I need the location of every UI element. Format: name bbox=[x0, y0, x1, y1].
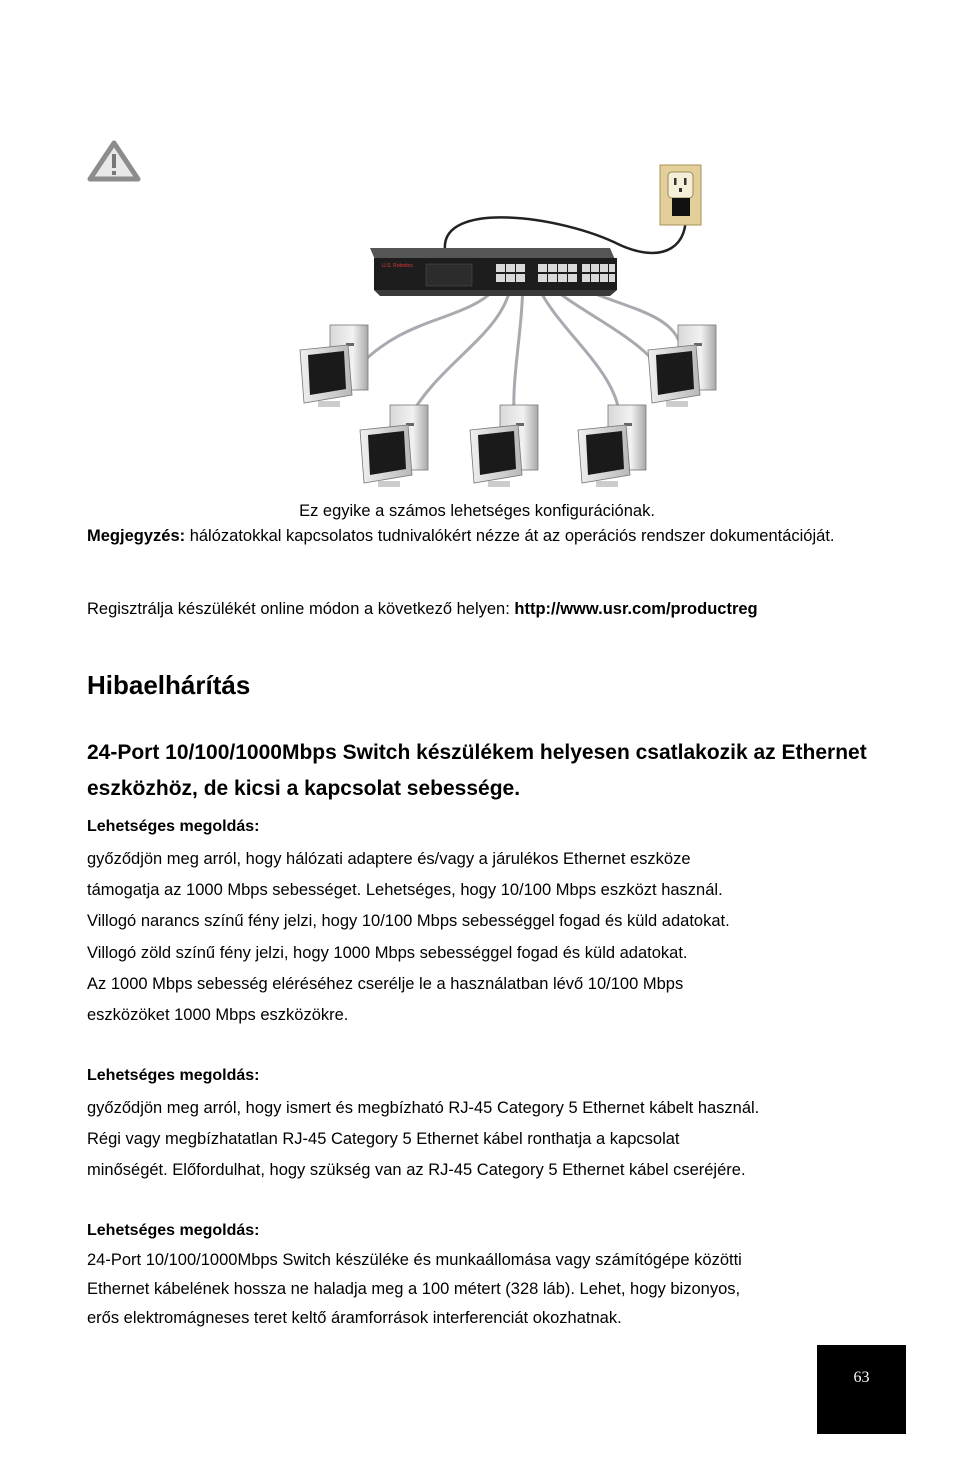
network-switch bbox=[370, 248, 617, 296]
solution-1-line: támogatja az 1000 Mbps sebességet. Lehetséges, hogy 10/100 Mbps eszközt használ. bbox=[87, 881, 723, 900]
solution-1-line: Villogó narancs színű fény jelzi, hogy 10/100 Mbps sebességgel fogad és küld adatokat. bbox=[87, 912, 730, 931]
register-text: Regisztrálja készülékét online módon a következő helyen: bbox=[87, 600, 515, 618]
solution-2-line: Régi vagy megbízhatatlan RJ-45 Category 5 Ethernet kábel ronthatja a kapcsolat bbox=[87, 1130, 680, 1148]
page-number: 63 bbox=[853, 1369, 870, 1386]
solution-3-body bbox=[87, 1246, 887, 1333]
computer-5 bbox=[648, 325, 716, 407]
network-diagram bbox=[290, 160, 730, 495]
solution-1-line: Villogó zöld színű fény jelzi, hogy 1000 Mbps sebességgel fogad és küld adatokat. bbox=[87, 943, 688, 962]
computer-4 bbox=[578, 405, 646, 487]
solution-2-label: Lehetséges megoldás: bbox=[87, 1067, 260, 1084]
solution-1-line: győződjön meg arról, hogy hálózati adaptere és/vagy a járulékos Ethernet eszköze bbox=[87, 850, 691, 868]
computer-1 bbox=[300, 325, 368, 407]
note-text: hálózatokkal kapcsolatos tudnivalókért nézze át az operációs rendszer dokumentációját. bbox=[185, 527, 835, 545]
solution-3-line: erős elektromágneses teret keltő áramforrások interferenciát okozhatnak. bbox=[87, 1309, 622, 1327]
svg-text:U.S. Robotics: U.S. Robotics bbox=[382, 263, 413, 269]
page-number-box bbox=[817, 1345, 906, 1434]
figure-caption: Ez egyike a számos lehetséges konfigurációnak. bbox=[299, 502, 655, 520]
solution-2-body bbox=[87, 1093, 887, 1186]
solution-3-label: Lehetséges megoldás: bbox=[87, 1222, 260, 1239]
computer-2 bbox=[360, 405, 428, 487]
problem-title: 24-Port 10/100/1000Mbps Switch készülékem helyesen csatlakozik az Ethernet eszközhöz, de kicsi a kapcsolat sebessége. bbox=[87, 741, 867, 800]
solution-1-line: Az 1000 Mbps sebesség eléréséhez cserélje le a használatban lévő 10/100 Mbps bbox=[87, 974, 684, 993]
warning-icon bbox=[87, 140, 141, 182]
solution-1-body bbox=[87, 844, 887, 1031]
computer-3 bbox=[470, 405, 538, 487]
solution-2-line: minőségét. Előfordulhat, hogy szükség van az RJ-45 Category 5 Ethernet kábel cseréjére. bbox=[87, 1161, 746, 1179]
solution-3-line: Ethernet kábelének hossza ne haladja meg a 100 métert (328 láb). Lehet, hogy bizonyos, bbox=[87, 1280, 741, 1298]
solution-2-line: győződjön meg arról, hogy ismert és megbízható RJ-45 Category 5 Ethernet kábelt használ. bbox=[87, 1099, 760, 1117]
register-paragraph bbox=[87, 597, 877, 621]
section-title: Hibaelhárítás bbox=[87, 670, 251, 700]
power-outlet bbox=[660, 165, 701, 225]
note-label: Megjegyzés: bbox=[87, 527, 186, 545]
solution-3-line: 24-Port 10/100/1000Mbps Switch készüléke és munkaállomása vagy számítógépe közötti bbox=[87, 1251, 742, 1269]
solution-1-label: Lehetséges megoldás: bbox=[87, 818, 260, 835]
solution-1-line: eszközöket 1000 Mbps eszközökre. bbox=[87, 1006, 349, 1025]
note-paragraph bbox=[87, 524, 877, 548]
register-url[interactable]: http://www.usr.com/productreg bbox=[514, 600, 758, 618]
